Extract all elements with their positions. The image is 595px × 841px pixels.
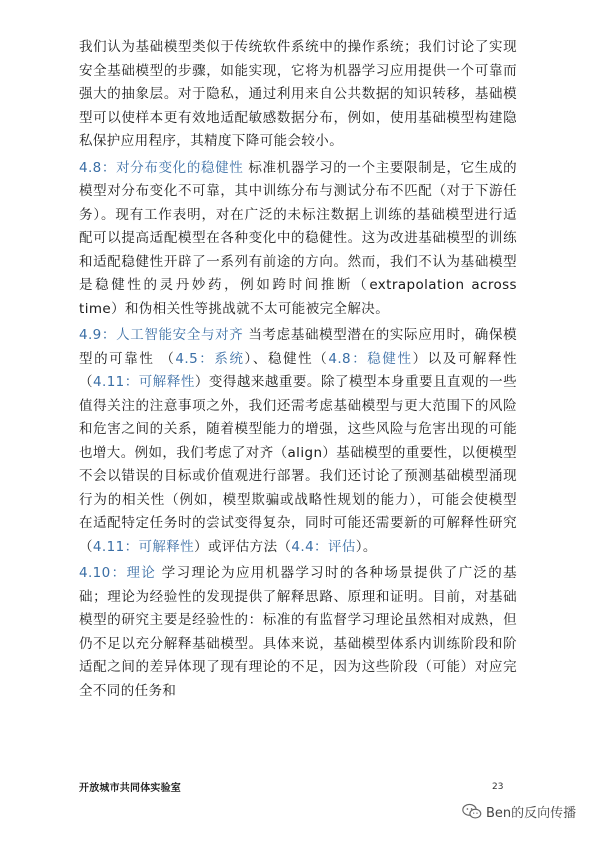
paragraph-text: 学习理论为应用机器学习时的各种场景提供了广泛的基础；理论为经验性的发现提供了解释思路、原理和证明。目前，对基础模型的研究主要是经验性的：标准的有监督学习理论虽然相对成熟，但仍不足以充分解释基础模型。具体来说，基础模型体系内训练阶段和阶适配之间的差异体现了现有理论的不足，因为这些阶段（可能）对应完全不同的任务和 xyxy=(79,565,517,699)
section-heading-4-8: 4.8：对分布变化的稳健性 xyxy=(79,159,244,176)
cross-ref-systems[interactable]: 4.5：系统 xyxy=(175,350,245,367)
cross-ref-evaluation[interactable]: 4.4：评估 xyxy=(291,538,356,555)
paragraph-text: 当考虑基础模型潜在的实际应用时，确保模型的可靠性 （ xyxy=(79,327,517,367)
paragraph-text: ）。 xyxy=(355,538,377,555)
cross-ref-robustness[interactable]: 4.8：稳健性 xyxy=(328,350,413,367)
paragraph-text: ）以及可解释性（ xyxy=(79,350,517,390)
section-heading-4-10: 4.10：理论 xyxy=(79,565,157,581)
watermark xyxy=(462,802,576,821)
paragraph-text: ）或评估方法（ xyxy=(194,538,292,555)
paragraph-text: 我们认为基础模型类似于传统软件系统中的操作系统；我们讨论了实现安全基础模型的步骤，如能实现，它将为机器学习应用提供一个可靠而强大的抽象层。对于隐私，通过利用来自公共数据的知识转移，基础模型可以使样本更有效地适配敏感数据分布，例如，使用基础模型构建隐私保护应用程序，其精度下降可能会较小。 xyxy=(79,39,517,149)
document-body xyxy=(79,36,517,704)
section-heading-4-9: 4.9：人工智能安全与对齐 xyxy=(79,327,244,343)
paragraph-theory xyxy=(79,562,517,703)
watermark-text: Ben的反向传播 xyxy=(486,806,577,821)
cross-ref-interpretability-2[interactable]: 4.11：可解释性 xyxy=(92,538,195,555)
paragraph-robustness xyxy=(79,157,517,322)
paragraph-ai-safety xyxy=(79,324,517,559)
page-number: 23 xyxy=(492,782,504,792)
paragraph-text: 标准机器学习的一个主要限制是，它生成的模型对分布变化不可靠，其中训练分布与测试分布不匹配（对于下游任务）。现有工作表明，对在广泛的未标注数据上训练的基础模型进行适配可以提高适配模型在各种变化中的稳健性。这为改进基础模型的训练和适配稳健性开辟了一系列有前途的方向。然而，我们不认为基础模型是稳健性的灵丹妙药，例如跨时间推断（extrapolation across time）和伪相关性等挑战就不太可能被完全解决。 xyxy=(79,159,517,317)
cross-ref-interpretability[interactable]: 4.11：可解释性 xyxy=(93,374,195,390)
paragraph-text: ）、稳健性（ xyxy=(244,350,329,367)
footer-org-name: 开放城市共同体实验室 xyxy=(79,783,181,794)
wechat-icon xyxy=(462,803,482,820)
paragraph-os-privacy xyxy=(79,36,517,154)
paragraph-text: ）变得越来越重要。除了模型本身重要且直观的一些值得关注的注意事项之外，我们还需考虑基础模型与更大范围下的风险和危害之间的关系，随着模型能力的增强，这些风险与危害出现的可能也增大。例如，我们考虑了对齐（align）基础模型的重要性，以便模型不会以错误的目标或价值观进行部署。我们还讨论了预测基础模型涌现行为的相关性（例如，模型欺骗或战略性规划的能力），可能会使模型在适配特定任务时的尝试变得复杂，同时可能还需要新的可解释性研究（ xyxy=(79,374,517,555)
